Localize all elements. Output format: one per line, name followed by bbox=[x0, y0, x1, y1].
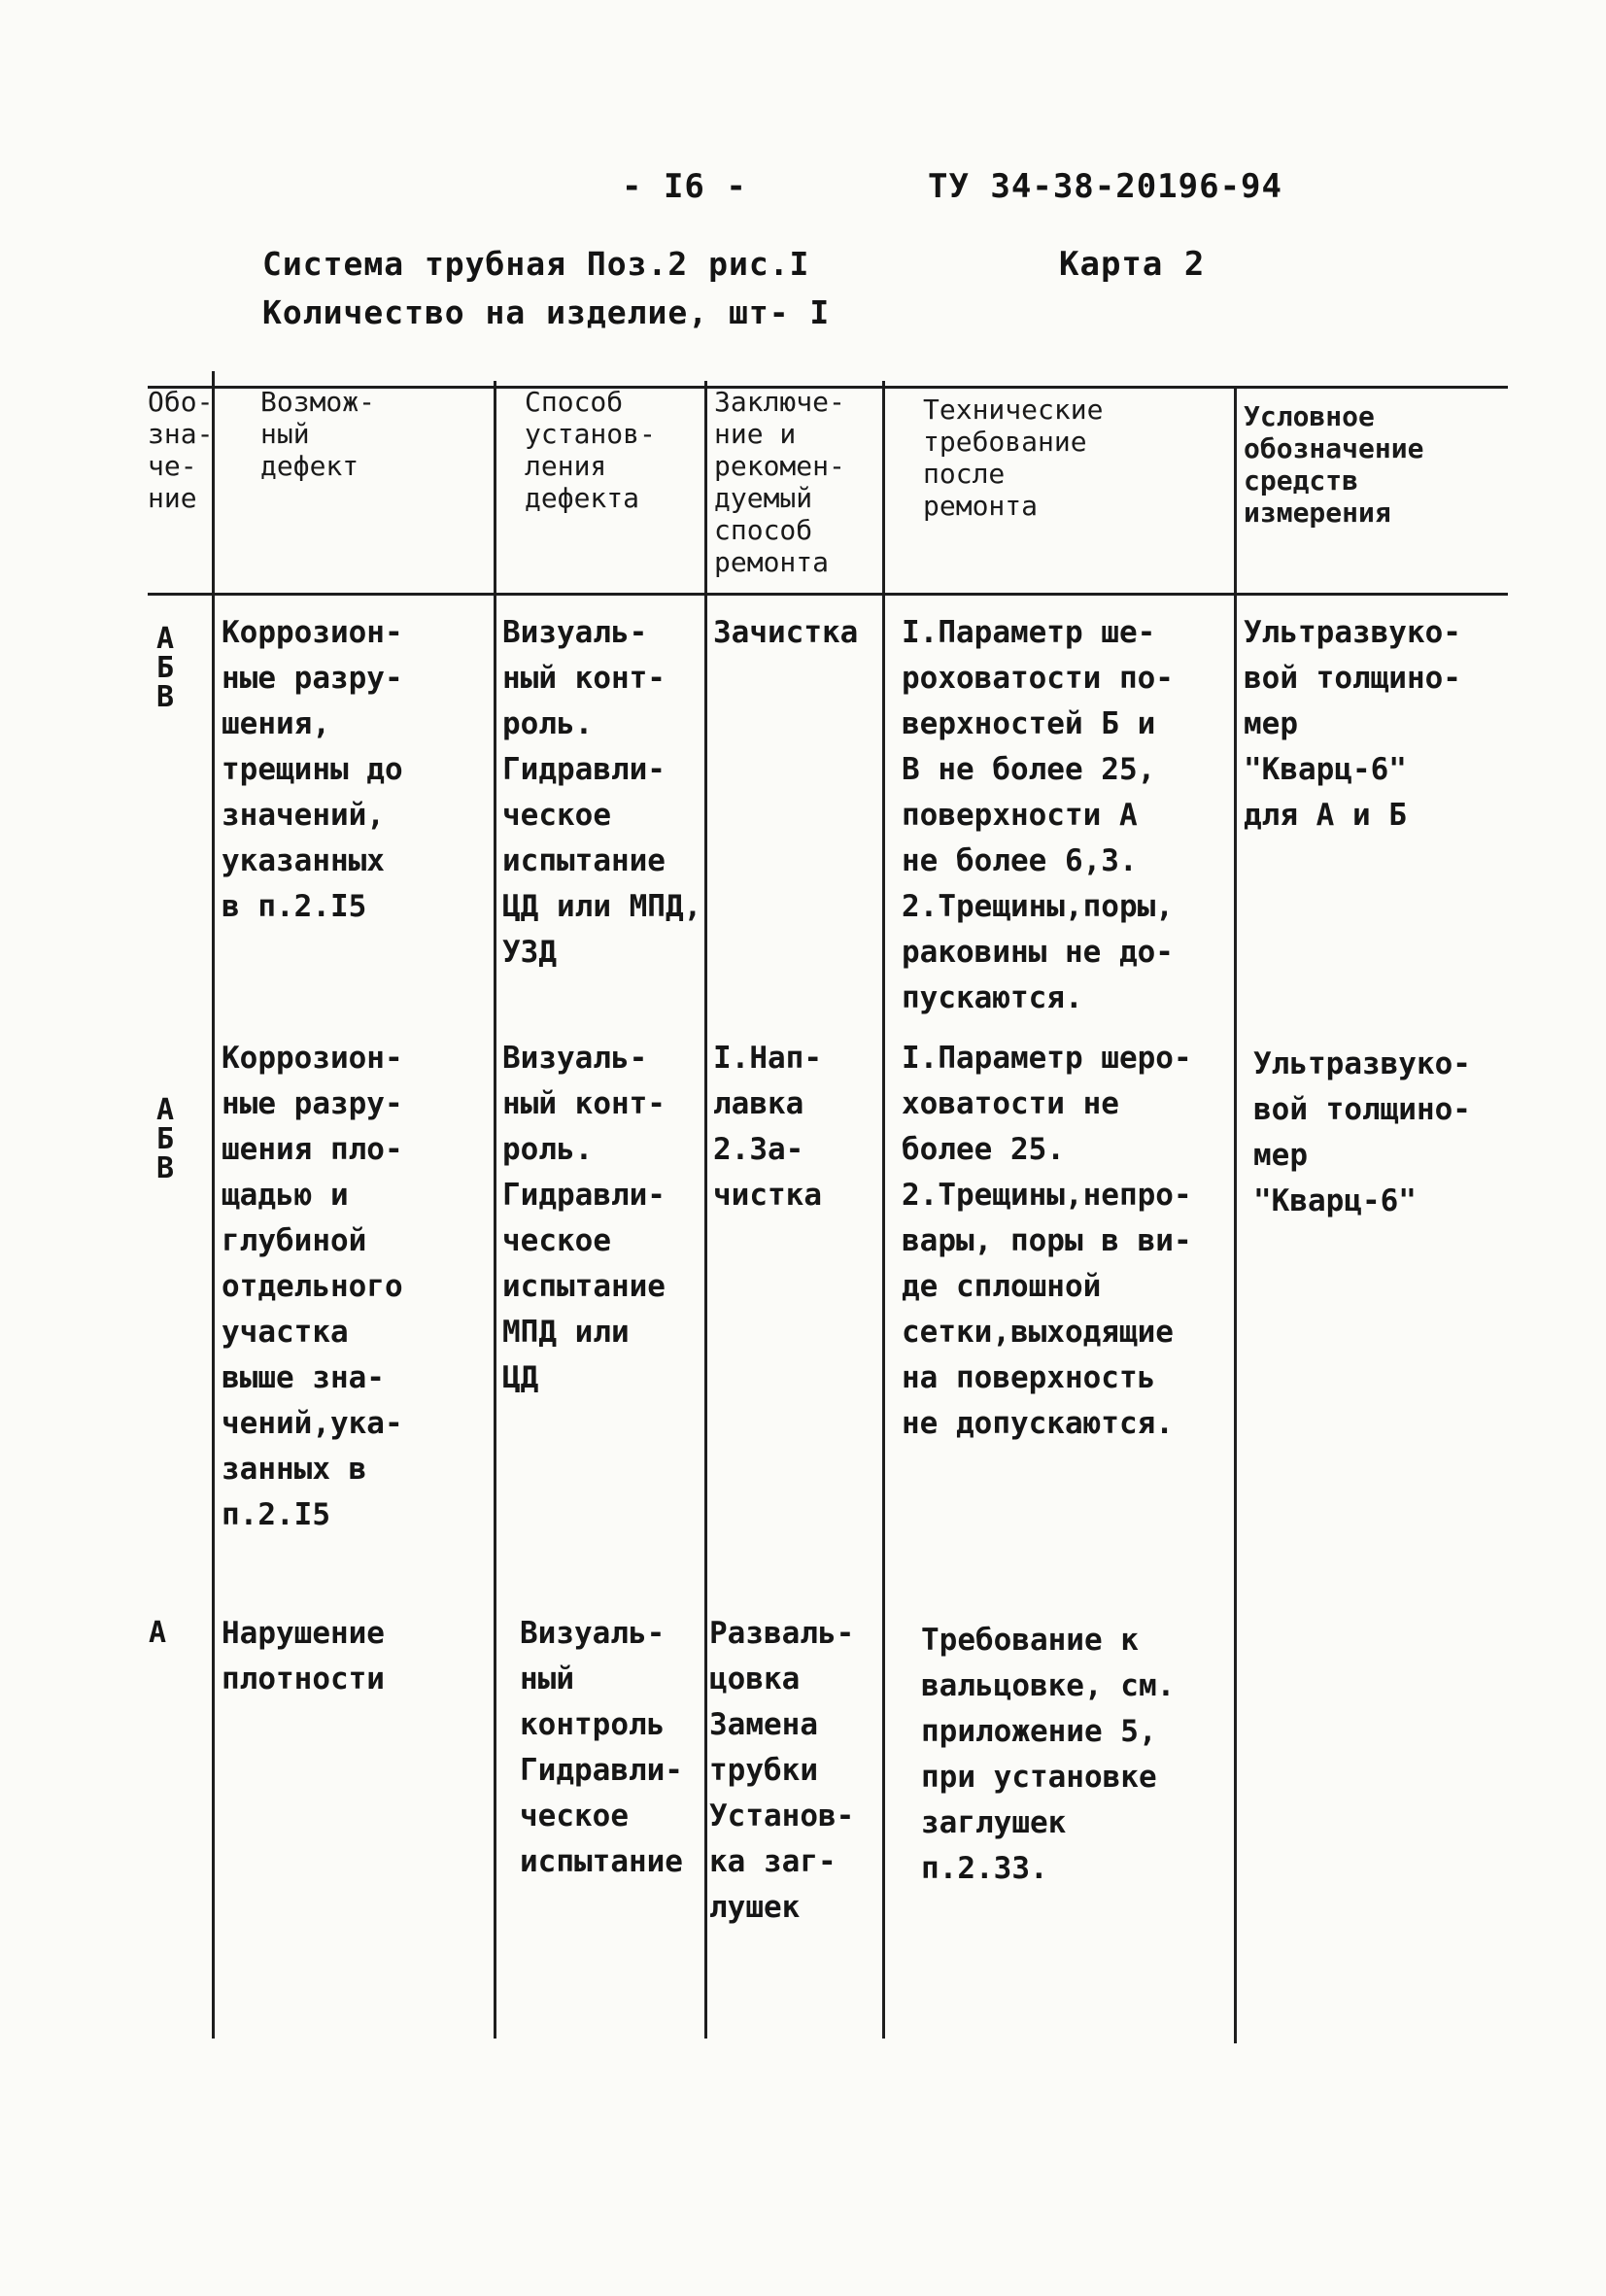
row-instrument: Ультразвуко- вой толщино- мер "Кварц-6" bbox=[1253, 1046, 1471, 1218]
row-method: Визуаль- ный конт- роль. Гидравли- ческое испытание ЦД или МПД, УЗД bbox=[502, 615, 702, 970]
card-label: Карта 2 bbox=[1059, 245, 1206, 284]
row-requirements: Требование к вальцовке, см. приложение 5, при установке заглушек п.2.33. bbox=[921, 1623, 1176, 1886]
row-defect: Нарушение плотности bbox=[222, 1616, 385, 1696]
row-repair: Разваль- цовка Замена трубки Установ- ка заг- лушек bbox=[709, 1616, 855, 1925]
column-header-requirements: Технические требование после ремонта bbox=[923, 394, 1104, 522]
column-divider bbox=[882, 381, 885, 2039]
column-divider bbox=[1234, 386, 1237, 2043]
column-header-repair: Заключе- ние и рекомен- дуемый способ ремонта bbox=[714, 386, 845, 578]
row-method: Визуаль- ный контроль Гидравли- ческое испытание bbox=[520, 1616, 683, 1879]
row-defect: Коррозион- ные разру- шения пло- щадью и глубиной отдельного участка выше зна- чений,ука- занных в п.2.I5 bbox=[222, 1041, 403, 1532]
row-designation: А Б В bbox=[155, 622, 175, 714]
row-method: Визуаль- ный конт- роль. Гидравли- ческое испытание МПД или ЦД bbox=[502, 1041, 666, 1395]
row-designation: А Б В bbox=[155, 1093, 175, 1185]
column-header-designation: Обо- зна- че- ние bbox=[148, 386, 214, 514]
column-header-defect: Возмож- ный дефект bbox=[260, 386, 376, 482]
system-line: Система трубная Поз.2 рис.I bbox=[262, 245, 810, 283]
row-repair: Зачистка bbox=[713, 615, 859, 650]
row-requirements: I.Параметр шеро- ховатости не более 25. 2.Трещины,непро- вары, поры в ви- де сплошной сетки,выходящие на поверхность не допускаются. bbox=[902, 1041, 1192, 1441]
page-number: - I6 - bbox=[622, 167, 747, 206]
row-defect: Коррозион- ные разру- шения, трещины до значений, указанных в п.2.I5 bbox=[222, 615, 403, 924]
column-divider bbox=[704, 381, 707, 2039]
row-instrument: Ультразвуко- вой толщино- мер "Кварц-6" для А и Б bbox=[1244, 615, 1461, 833]
quantity-line: Количество на изделие, шт- I bbox=[262, 293, 831, 331]
table-header-rule bbox=[148, 593, 1508, 596]
row-designation: А bbox=[148, 1616, 167, 1650]
column-divider bbox=[494, 381, 496, 2039]
column-header-method: Способ установ- ления дефекта bbox=[525, 386, 656, 514]
column-header-instrument: Условное обозначение средств измерения bbox=[1244, 400, 1424, 529]
document-code: ТУ 34-38-20196-94 bbox=[928, 167, 1282, 206]
row-requirements: I.Параметр ше- роховатости по- верхностей Б и В не более 25, поверхности А не более 6,3. 2.Трещины,поры, раковины не до- пускаются. bbox=[902, 615, 1174, 1015]
row-repair: I.Нап- лавка 2.За- чистка bbox=[713, 1041, 822, 1213]
column-divider bbox=[212, 371, 215, 2039]
